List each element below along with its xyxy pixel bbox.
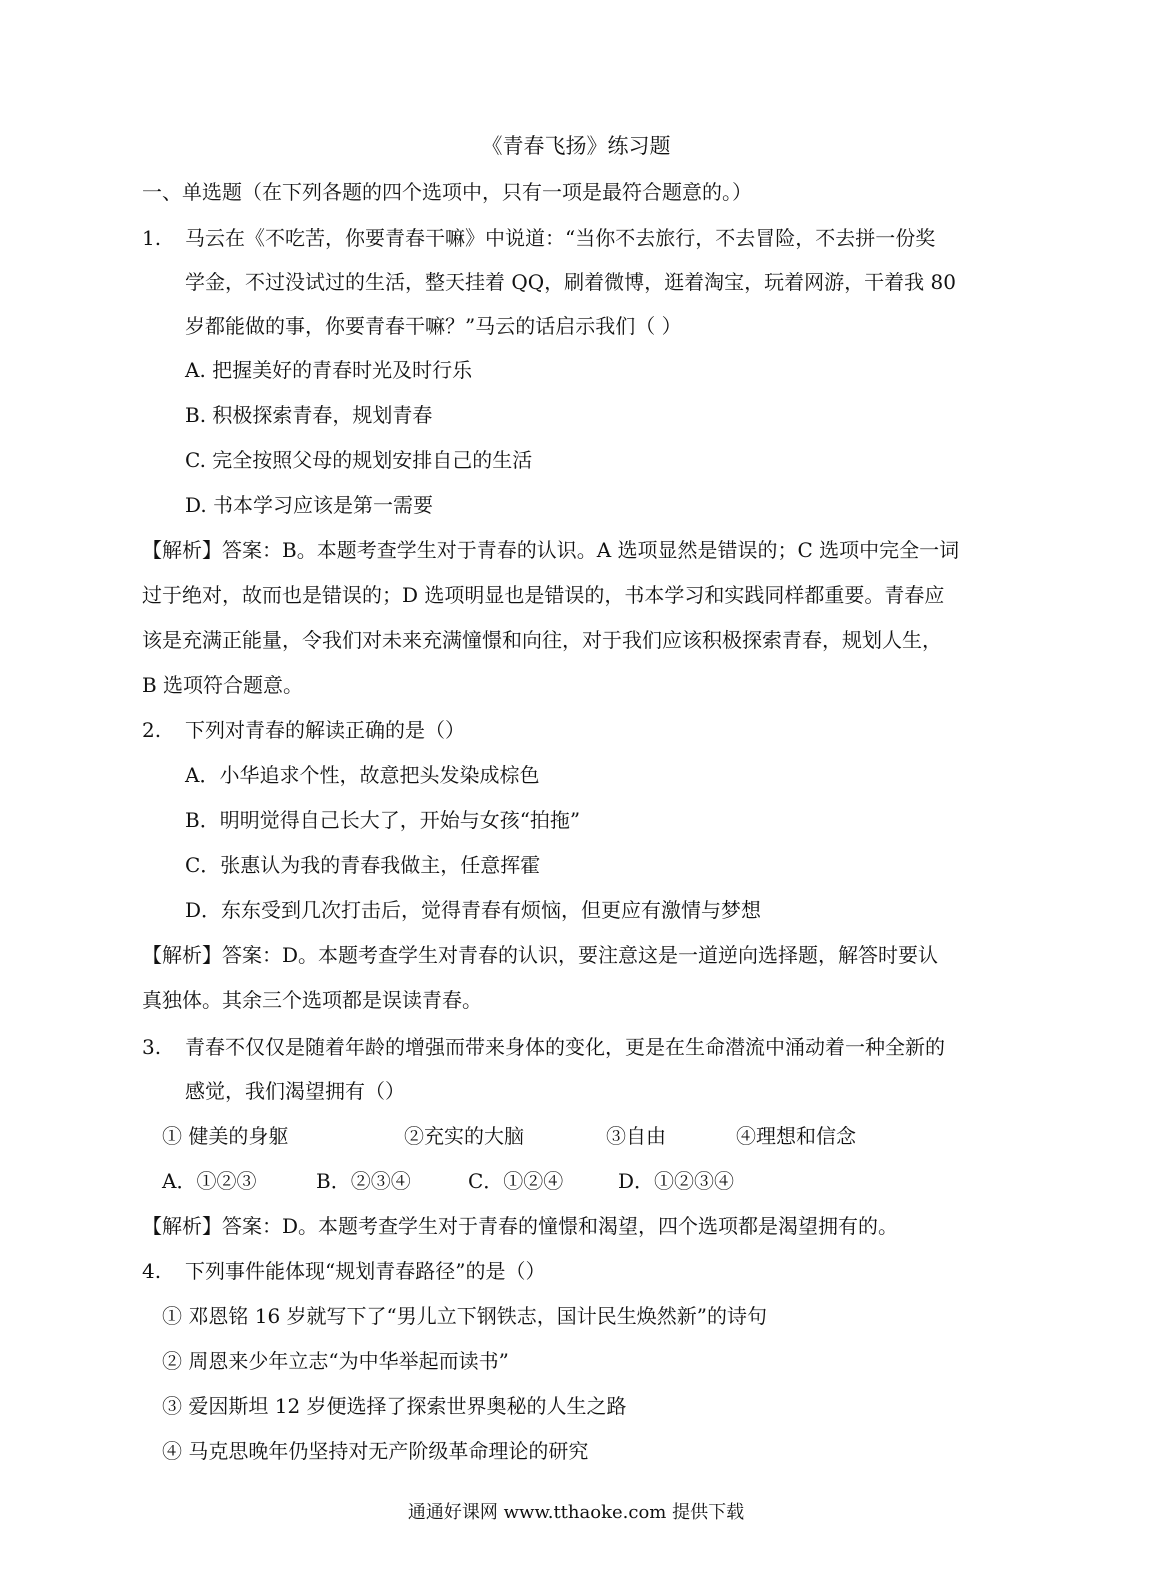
question-2-number: 2. (142, 718, 162, 742)
question-1-analysis-line-2: 过于绝对，故而也是错误的；D 选项明显也是错误的，书本学习和实践同样都重要。青春应 (142, 583, 945, 607)
question-3-option-b: B．②③④ (316, 1169, 411, 1193)
page-title: 《青春飞扬》练习题 (481, 134, 671, 158)
question-1-analysis-line-4: B 选项符合题意。 (142, 673, 304, 697)
question-2-analysis-line-1: 【解析】答案：D。本题考查学生对青春的认识，要注意这是一道逆向选择题，解答时要认 (142, 943, 939, 967)
question-1-line-1: 马云在《不吃苦，你要青春干嘛》中说道：“当你不去旅行，不去冒险，不去拼一份奖 (185, 226, 936, 250)
question-3-option-c: C．①②④ (468, 1169, 564, 1193)
question-2-option-b: B．明明觉得自己长大了，开始与女孩“拍拖” (185, 808, 581, 832)
question-1-analysis-line-3: 该是充满正能量，令我们对未来充满憧憬和向往，对于我们应该积极探索青春，规划人生， (142, 628, 942, 652)
question-4-text: 下列事件能体现“规划青春路径”的是（） (185, 1259, 546, 1283)
question-3-line-2: 感觉，我们渴望拥有（） (185, 1079, 405, 1103)
question-2-option-c: C．张惠认为我的青春我做主，任意挥霍 (185, 853, 541, 877)
section-heading: 一、单选题（在下列各题的四个选项中，只有一项是最符合题意的。） (142, 180, 752, 204)
question-3-item-3: ③自由 (606, 1124, 666, 1148)
question-3-item-4: ④理想和信念 (736, 1124, 856, 1148)
question-1-line-3: 岁都能做的事，你要青春干嘛？”马云的话启示我们（ ） (185, 314, 682, 338)
question-2-option-a: A．小华追求个性，故意把头发染成棕色 (185, 763, 540, 787)
question-1-analysis-line-1: 【解析】答案：B。本题考查学生对于青春的认识。A 选项显然是错误的；C 选项中完全一词 (142, 538, 960, 562)
question-1-option-a: A. 把握美好的青春时光及时行乐 (185, 358, 473, 382)
question-4-item-3: ③ 爱因斯坦 12 岁便选择了探索世界奥秘的人生之路 (162, 1394, 627, 1418)
question-3-option-d: D．①②③④ (618, 1169, 735, 1193)
question-1-option-d: D. 书本学习应该是第一需要 (185, 493, 434, 517)
question-2-analysis-line-2: 真独体。其余三个选项都是误读青春。 (142, 988, 482, 1012)
question-1-number: 1. (142, 226, 162, 250)
question-1-line-2: 学金，不过没试过的生活，整天挂着 QQ，刷着微博，逛着淘宝，玩着网游，干着我 80 (185, 270, 956, 294)
question-3-item-1: ① 健美的身躯 (162, 1124, 289, 1148)
question-1-option-c: C. 完全按照父母的规划安排自己的生活 (185, 448, 533, 472)
question-3-line-1: 青春不仅仅是随着年龄的增强而带来身体的变化，更是在生命潜流中涌动着一种全新的 (185, 1035, 945, 1059)
question-4-number: 4. (142, 1259, 162, 1283)
question-4-item-1: ① 邓恩铭 16 岁就写下了“男儿立下钢铁志，国计民生焕然新”的诗句 (162, 1304, 767, 1328)
question-4-item-2: ② 周恩来少年立志“为中华举起而读书” (162, 1349, 509, 1373)
question-3-item-2: ②充实的大脑 (404, 1124, 524, 1148)
question-2-text: 下列对青春的解读正确的是（） (185, 718, 465, 742)
question-3-number: 3. (142, 1035, 162, 1059)
question-2-option-d: D．东东受到几次打击后，觉得青春有烦恼，但更应有激情与梦想 (185, 898, 762, 922)
question-1-option-b: B. 积极探索青春，规划青春 (185, 403, 433, 427)
page-footer: 通通好课网 www.tthaoke.com 提供下载 (407, 1502, 745, 1523)
question-3-analysis: 【解析】答案：D。本题考查学生对于青春的憧憬和渴望，四个选项都是渴望拥有的。 (142, 1214, 899, 1238)
question-3-option-a: A．①②③ (162, 1169, 257, 1193)
question-4-item-4: ④ 马克思晚年仍坚持对无产阶级革命理论的研究 (162, 1439, 589, 1463)
